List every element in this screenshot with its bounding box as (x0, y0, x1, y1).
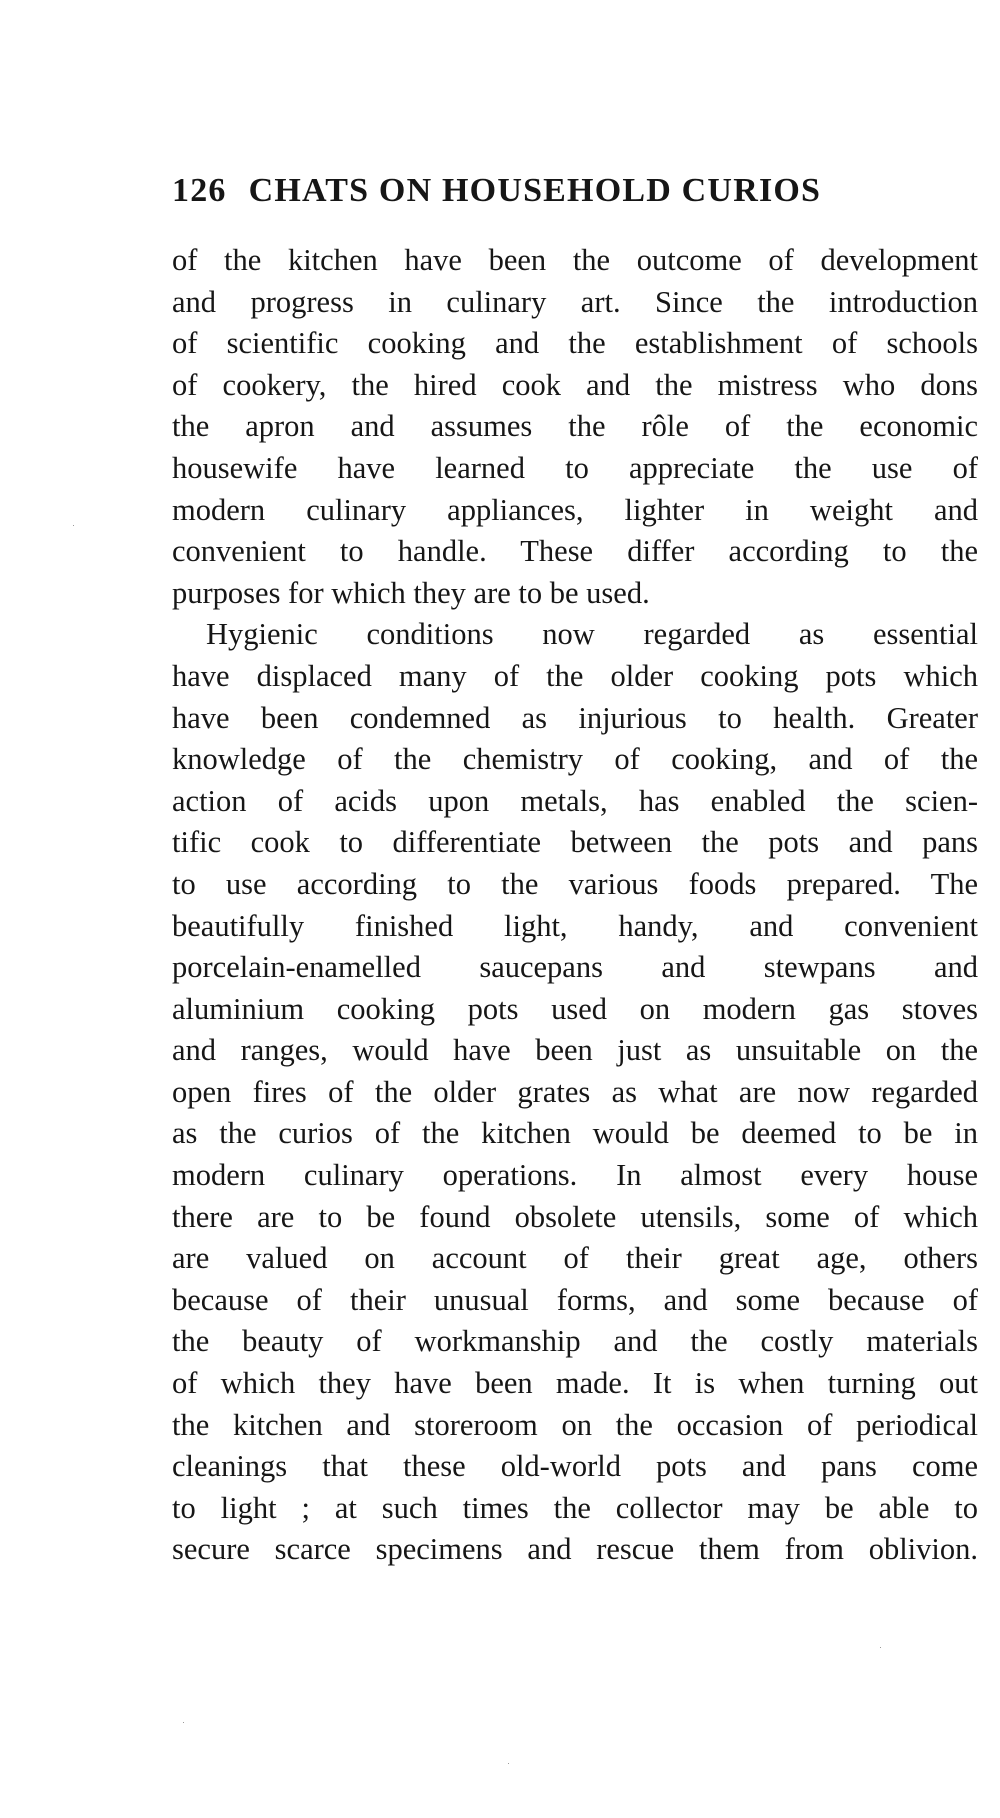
text-line: of cookery, the hired cook and the mistress who dons (172, 367, 978, 402)
book-title: CHATS ON HOUSEHOLD CURIOS (248, 172, 822, 209)
text-line: modern culinary appliances, lighter in weight and (172, 492, 978, 527)
text-line: of the kitchen have been the outcome of development (172, 243, 978, 277)
scan-speck (508, 1763, 509, 1764)
text-line: of which they have been made. It is when turning out (172, 1366, 978, 1401)
text-line: to use according to the various foods prepared. The (172, 866, 978, 901)
text-line: of scientific cooking and the establishment of schools (172, 326, 978, 361)
scan-speck (880, 1647, 881, 1648)
text-line: there are to be found obsolete utensils, some of which (172, 1199, 978, 1234)
text-line: action of acids upon metals, has enabled the scien- (172, 783, 978, 818)
text-line: are valued on account of their great age, others (172, 1241, 978, 1276)
scan-speck (183, 1722, 184, 1723)
text-line: Hygienic conditions now regarded as essential (206, 617, 978, 652)
scan-speck (73, 525, 74, 526)
text-line: modern culinary operations. In almost every house (172, 1158, 978, 1193)
text-line: as the curios of the kitchen would be deemed to be in (172, 1116, 978, 1151)
text-line: porcelain-enamelled saucepans and stewpans and (172, 950, 978, 985)
text-line: purposes for which they are to be used. (172, 575, 650, 610)
text-line: and ranges, would have been just as unsuitable on the (172, 1033, 978, 1068)
text-line: have displaced many of the older cooking pots which (172, 658, 978, 693)
text-line: housewife have learned to appreciate the use of (172, 450, 978, 485)
running-head (172, 170, 980, 212)
text-line: open fires of the older grates as what are now regarded (172, 1074, 978, 1109)
text-line: have been condemned as injurious to health. Greater (172, 700, 978, 735)
text-line: the kitchen and storeroom on the occasion of periodical (172, 1407, 978, 1442)
text-line: because of their unusual forms, and some because of (172, 1282, 978, 1317)
text-line: convenient to handle. These differ according to the (172, 534, 978, 569)
page-number: 126 (172, 172, 227, 209)
text-line: the beauty of workmanship and the costly materials (172, 1324, 978, 1359)
text-line: cleanings that these old-world pots and pans come (172, 1449, 978, 1484)
text-line: secure scarce specimens and rescue them from oblivion. (172, 1532, 978, 1567)
text-line: to light ; at such times the collector may be able to (172, 1490, 978, 1525)
text-line: and progress in culinary art. Since the introduction (172, 284, 978, 319)
text-line: knowledge of the chemistry of cooking, and of the (172, 742, 978, 777)
text-line: aluminium cooking pots used on modern gas stoves (172, 991, 978, 1026)
text-line: the apron and assumes the rôle of the economic (172, 409, 978, 444)
text-line: beautifully finished light, handy, and convenient (172, 908, 978, 943)
body-text (172, 240, 978, 1571)
text-line: tific cook to differentiate between the pots and pans (172, 825, 978, 860)
